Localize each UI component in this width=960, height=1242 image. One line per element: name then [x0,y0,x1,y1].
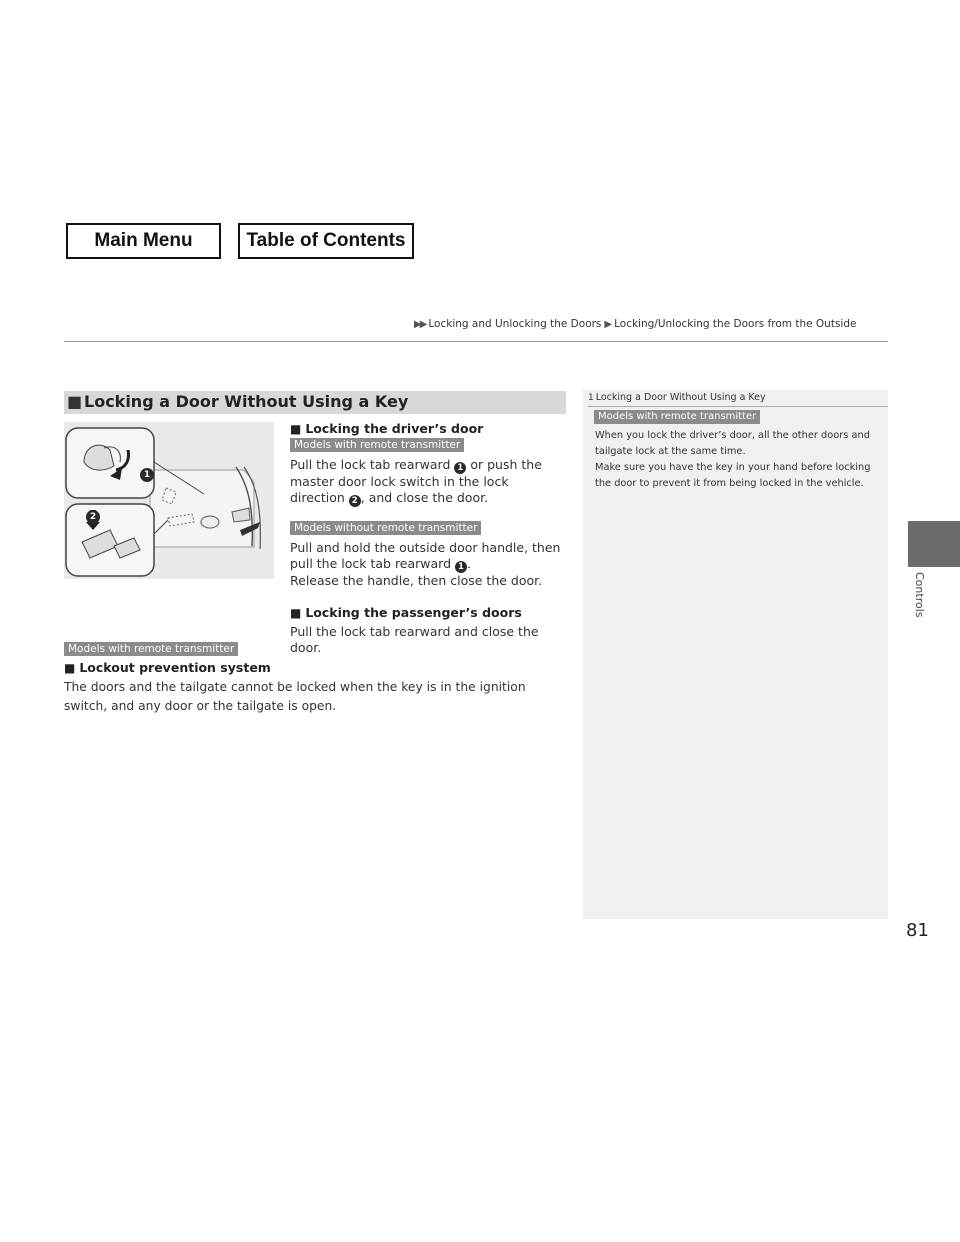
model-tag-no-remote: Models without remote transmitter [290,521,481,535]
callout-1: 1 [455,561,467,573]
square-bullet-icon: ■ [290,606,302,620]
sidebar-note-text: When you lock the driver’s door, all the other doors and tailgate lock at the same time. Make sure you have the key in your hand before locking the door to prevent it from being locked in the vehicle. [595,430,871,489]
header-divider [64,341,888,342]
driver-door-heading: ■ Locking the driver’s door [290,421,484,436]
model-tag-remote: Models with remote transmitter [64,642,238,656]
breadcrumb-level1[interactable]: Locking and Unlocking the Doors [428,318,602,330]
square-bullet-icon: ■ [290,422,302,436]
callout-2: 2 [86,510,100,524]
passenger-door-heading: ■ Locking the passenger’s doors [290,605,522,620]
breadcrumb [414,318,856,330]
callout-1: 1 [454,462,466,474]
sidebar-note-title: 1 Locking a Door Without Using a Key [588,392,766,403]
breadcrumb-level2[interactable]: Locking/Unlocking the Doors from the Outside [614,318,857,330]
lockout-heading: ■ Lockout prevention system [64,660,271,675]
driver-remote-text: Pull the lock tab rearward 1 or push the master door lock switch in the lock direction 2 , and close the door. [290,457,542,506]
main-menu-button[interactable]: Main Menu [66,223,221,259]
chapter-tab-block [908,521,960,567]
reference-number: 1 [588,393,594,403]
door-lock-drawing [64,422,274,579]
table-of-contents-button[interactable]: Table of Contents [238,223,414,259]
model-tag-remote: Models with remote transmitter [290,438,464,452]
page-number: 81 [906,920,929,941]
section-title: Locking a Door Without Using a Key [84,392,409,411]
door-lock-illustration [64,422,274,579]
section-heading [64,391,566,414]
callout-1: 1 [140,468,154,482]
square-bullet-icon: ■ [64,661,76,675]
model-tag-remote: Models with remote transmitter [594,410,760,424]
sidebar-divider [588,406,888,407]
square-bullet-icon: ■ [67,392,83,411]
breadcrumb-arrow-icon: ▶▶ [414,319,426,330]
passenger-door-text: Pull the lock tab rearward and close the door. [290,624,539,655]
driver-no-remote-text: Pull and hold the outside door handle, then pull the lock tab rearward 1 . Release the handle, then close the door. [290,540,561,588]
breadcrumb-arrow-icon: ▶ [604,319,613,330]
lockout-text: The doors and the tailgate cannot be locked when the key is in the ignition switch, and any door or the tailgate is open. [64,680,526,713]
callout-2: 2 [349,495,361,507]
chapter-tab-label[interactable]: Controls [913,572,926,618]
